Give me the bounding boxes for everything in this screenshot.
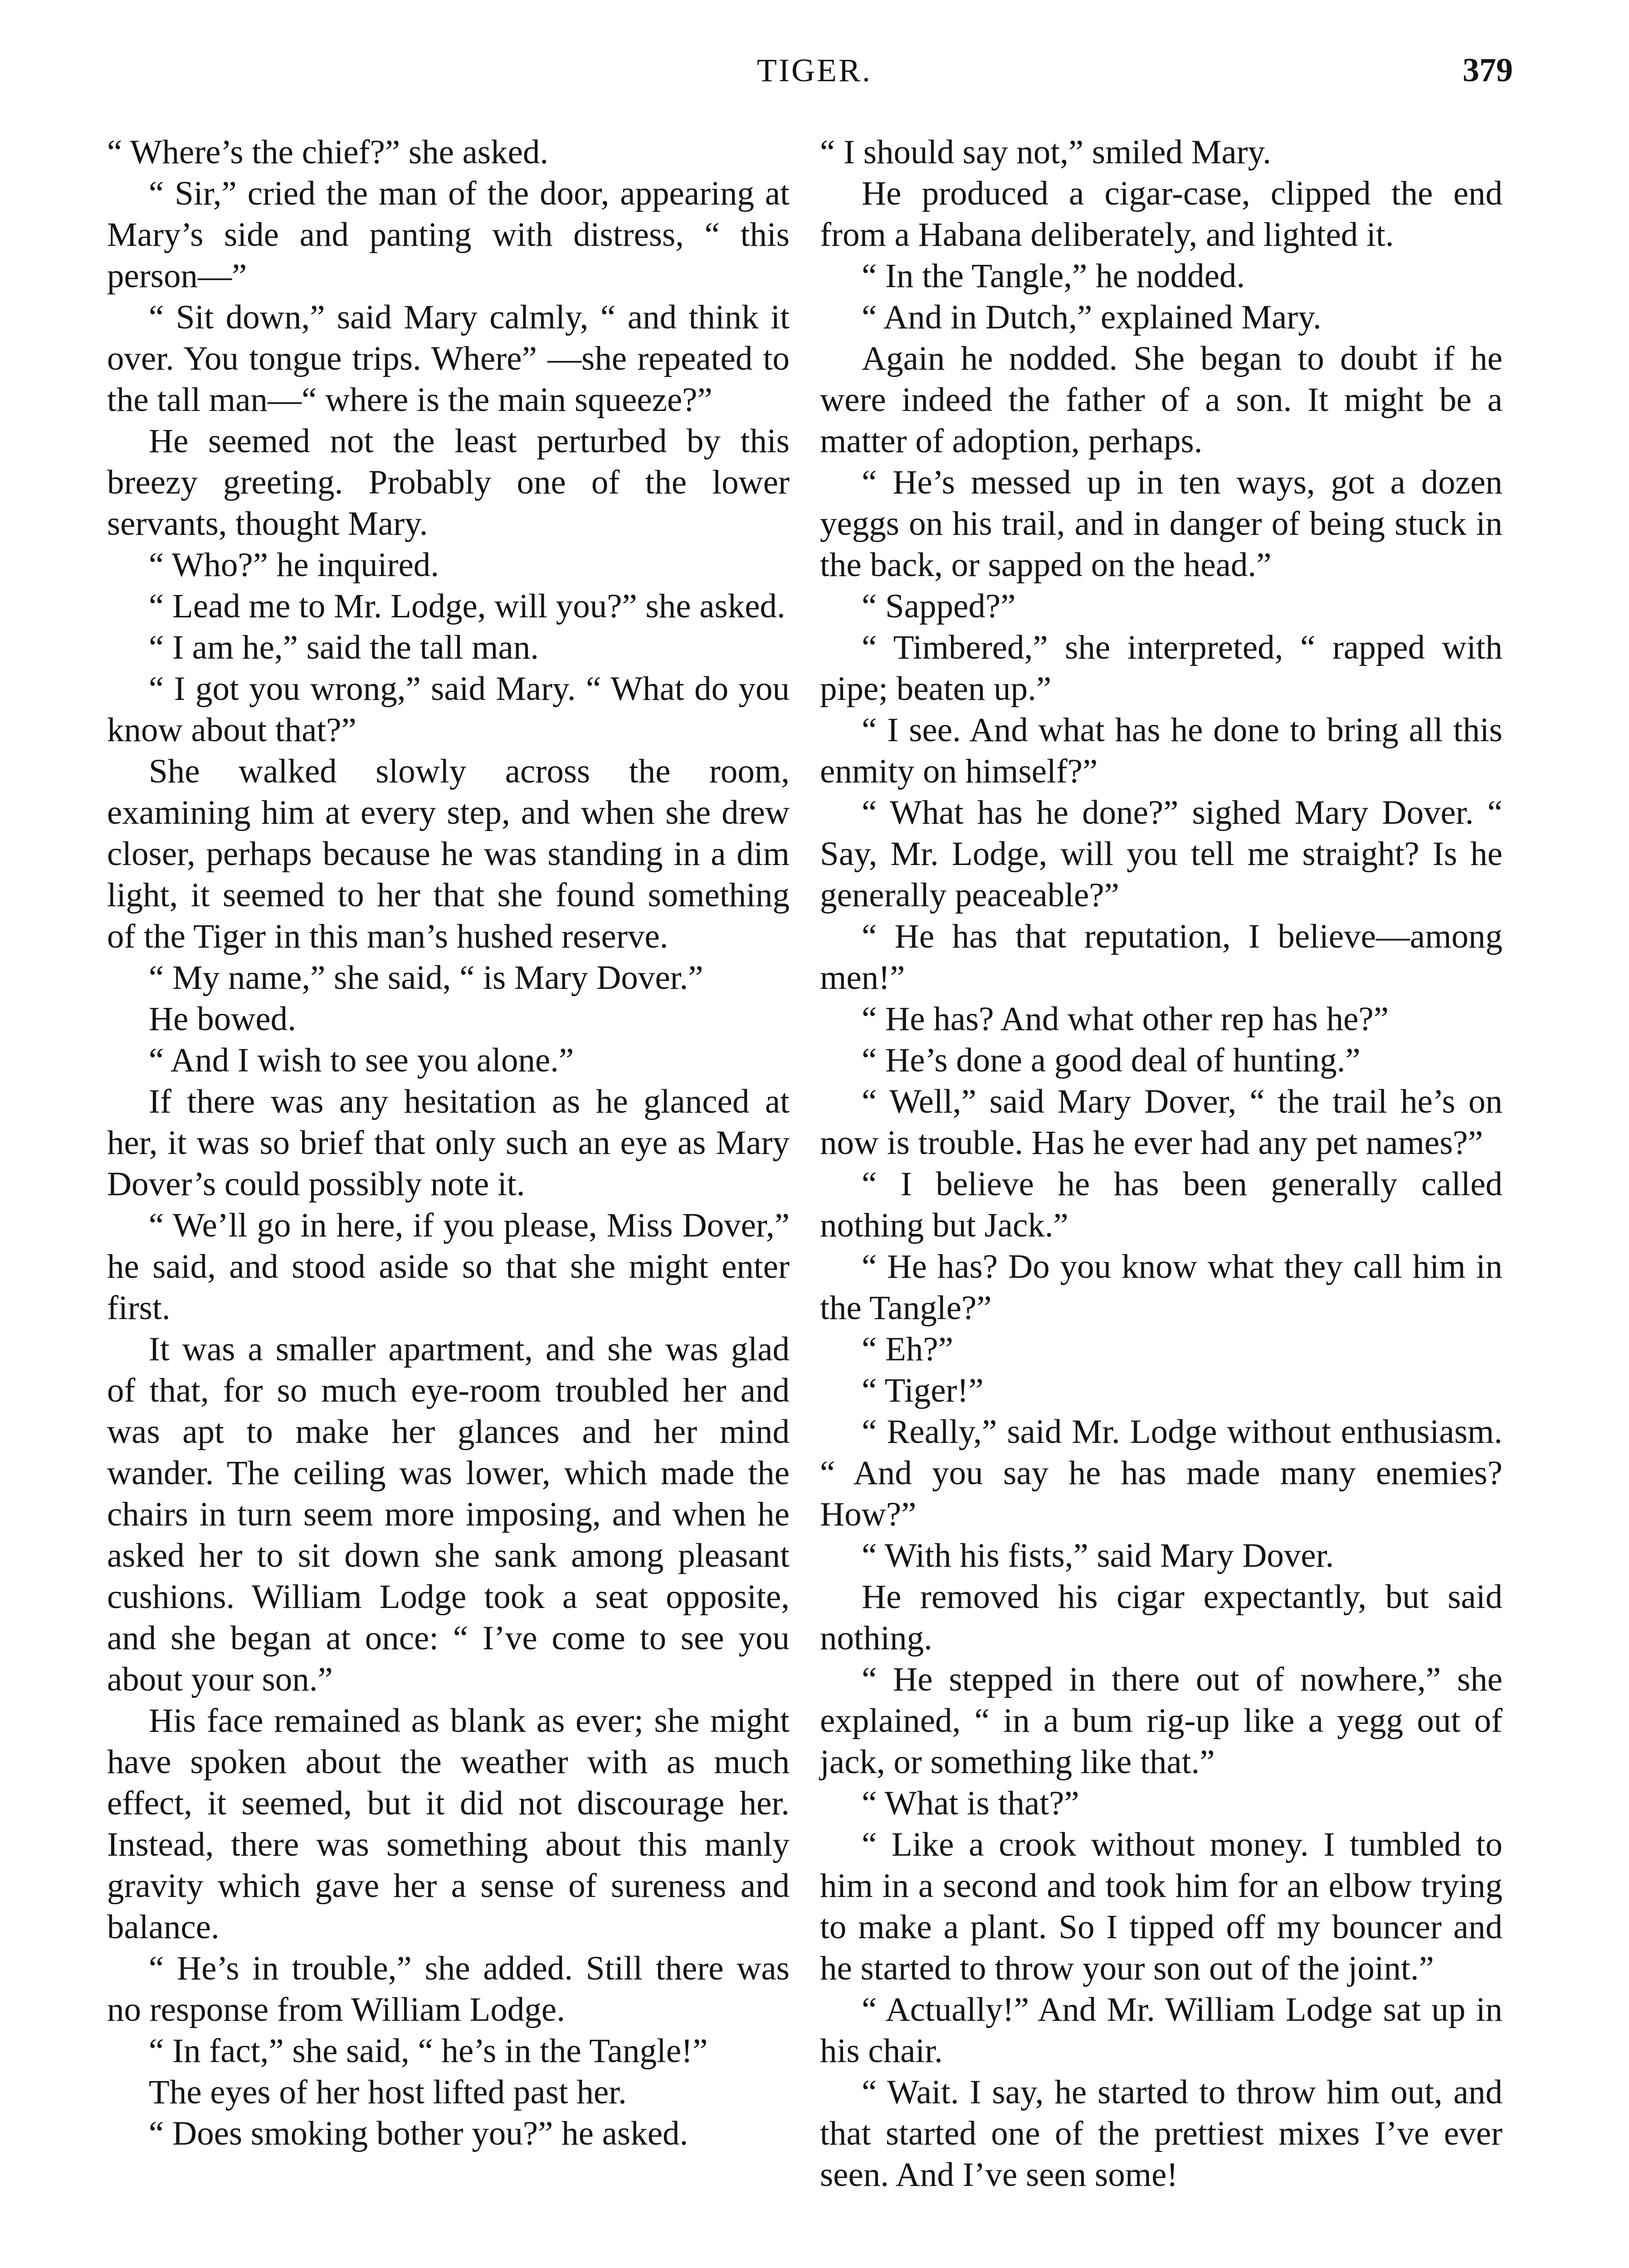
- left-column: [107, 132, 790, 2154]
- right-column: [820, 132, 1502, 2195]
- paragraph: “ I believe he has been generally called nothing but Jack.”: [820, 1165, 1502, 1244]
- paragraph: “ Does smoking bother you?” he asked.: [149, 2115, 688, 2152]
- paragraph: “ Lead me to Mr. Lodge, will you?” she asked.: [149, 587, 785, 625]
- paragraph: “ Eh?”: [862, 1330, 953, 1368]
- paragraph: “ Wait. I say, he started to throw him out, and that started one of the prettiest mixes I’ve ever seen. And I’ve seen some!: [820, 2073, 1502, 2194]
- paragraph: “ What is that?”: [862, 1784, 1079, 1822]
- paragraph: “ Really,” said Mr. Lodge without enthusiasm. “ And you say he has made many enemies? How?”: [820, 1413, 1502, 1533]
- paragraph: “ Where’s the chief?” she asked.: [107, 133, 549, 171]
- paragraph: “ He’s done a good deal of hunting.”: [862, 1041, 1361, 1079]
- paragraph: Again he nodded. She began to doubt if he were indeed the father of a son. It might be a matter of adoption, perhaps.: [820, 340, 1502, 460]
- paragraph: “ With his fists,” said Mary Dover.: [862, 1537, 1334, 1574]
- paragraph: “ He has? And what other rep has he?”: [862, 1000, 1389, 1038]
- paragraph: “ Sapped?”: [862, 587, 1016, 625]
- paragraph: It was a smaller apartment, and she was glad of that, for so much eye-room troubled her and was apt to make her glances and her mind wander. The ceiling was lower, which made the chairs in turn seem more imposing, and when he asked her to sit down she sank among pleasant cushions. William Lodge took a seat opposite, and she began at once: “ I’ve come to see you about your son.”: [107, 1330, 790, 1698]
- paragraph: His face remained as blank as ever; she might have spoken about the weather with as much effect, it seemed, but it did not discourage her. Instead, there was something about this manly gravity which gave her a sense of sureness and balance.: [107, 1702, 790, 1946]
- paragraph: “ My name,” she said, “ is Mary Dover.”: [149, 959, 703, 997]
- paragraph: “ Like a crook without money. I tumbled to him in a second and took him for an elbow trying to make a plant. So I tipped off my bouncer and he started to throw your son out of the joint.”: [820, 1826, 1502, 1987]
- paragraph: The eyes of her host lifted past her.: [149, 2073, 627, 2111]
- paragraph: “ He’s in trouble,” she added. Still there was no response from William Lodge.: [107, 1950, 790, 2028]
- paragraph: “ I should say not,” smiled Mary.: [820, 133, 1271, 171]
- paragraph: “ Who?” he inquired.: [149, 546, 439, 584]
- paragraph: “ I got you wrong,” said Mary. “ What do you know about that?”: [107, 670, 790, 749]
- paragraph: “ He stepped in there out of nowhere,” she explained, “ in a bum rig-up like a yegg out of jack, or something like that.”: [820, 1661, 1502, 1781]
- paragraph: “ He has that reputation, I believe—among men!”: [820, 918, 1502, 997]
- paragraph: “ What has he done?” sighed Mary Dover. “ Say, Mr. Lodge, will you tell me straight? Is he generally peaceable?”: [820, 794, 1502, 914]
- paragraph: “ He has? Do you know what they call him in the Tangle?”: [820, 1248, 1502, 1327]
- paragraph: “ In fact,” she said, “ he’s in the Tangle!”: [149, 2032, 708, 2070]
- paragraph: “ In the Tangle,” he nodded.: [862, 257, 1245, 295]
- paragraph: “ I am he,” said the tall man.: [149, 629, 539, 666]
- paragraph: “ I see. And what has he done to bring all this enmity on himself?”: [820, 711, 1502, 790]
- paragraph: She walked slowly across the room, examining him at every step, and when she drew closer, perhaps because he was standing in a dim light, it seemed to her that she found something of the Tiger in this man’s hushed reserve.: [107, 753, 790, 955]
- paragraph: “ Sir,” cried the man of the door, appearing at Mary’s side and panting with distress, “ this person—”: [107, 175, 790, 295]
- paragraph: “ Tiger!”: [862, 1372, 984, 1409]
- paragraph: “ Sit down,” said Mary calmly, “ and think it over. You tongue trips. Where” —she repeated to the tall man—“ where is the main squeeze?”: [107, 298, 790, 419]
- paragraph: He seemed not the least perturbed by this breezy greeting. Probably one of the lower servants, thought Mary.: [107, 422, 790, 543]
- paragraph: He produced a cigar-case, clipped the end from a Habana deliberately, and lighted it.: [820, 175, 1502, 254]
- paragraph: “ He’s messed up in ten ways, got a dozen yeggs on his trail, and in danger of being stuck in the back, or sapped on the head.”: [820, 464, 1502, 584]
- running-head-title: TIGER.: [757, 52, 872, 88]
- paragraph: If there was any hesitation as he glanced at her, it was so brief that only such an eye as Mary Dover’s could possibly note it.: [107, 1083, 790, 1203]
- paragraph: “ And in Dutch,” explained Mary.: [862, 298, 1322, 336]
- paragraph: “ Actually!” And Mr. William Lodge sat up in his chair.: [820, 1991, 1502, 2070]
- paragraph: “ Timbered,” she interpreted, “ rapped with pipe; beaten up.”: [820, 629, 1502, 708]
- page-number: 379: [1463, 52, 1513, 89]
- paragraph: “ And I wish to see you alone.”: [149, 1041, 574, 1079]
- paragraph: He bowed.: [149, 1000, 296, 1038]
- paragraph: “ We’ll go in here, if you please, Miss Dover,” he said, and stood aside so that she might enter first.: [107, 1207, 790, 1327]
- paragraph: “ Well,” said Mary Dover, “ the trail he’s on now is trouble. Has he ever had any pet names?”: [820, 1083, 1502, 1162]
- paragraph: He removed his cigar expectantly, but said nothing.: [820, 1578, 1502, 1657]
